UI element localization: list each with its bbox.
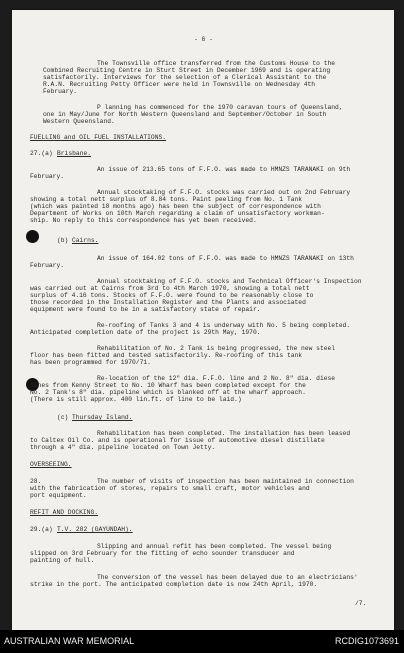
para-1-line: satisfactorily. Interviews for the selection of a Clerical Assistant to the [43,74,327,81]
cairns-para-line: (There is still approx. 400 lin.ft. of line to be laid.) [30,396,242,403]
para-1-line: Combined Recruiting Centre in Sturt Street in December 1969 and is operating [43,67,331,74]
cairns-para-line: surplus of 4.16 tons. Stocks of F.F.O. were found to be reasonably close to [30,292,314,299]
brisbane-para-line: ship. No reply to this correspondence has yet been received. [30,217,257,224]
footer-record-id: RCDIG1073691 [334,636,399,646]
subsection-title-cairns: Cairns. [72,237,99,244]
refit-para-line: Slipping and annual refit has been completed. The vessel being [97,543,332,550]
cairns-para-line: was carried out at Cairns from 3rd to 4th March 1970, showing a total nett [30,285,310,292]
section-heading-refit: REFIT AND DOCKING. [30,509,99,516]
para-2-line: Western Queensland. [43,118,115,125]
para-2-line: one in May/June for North Western Queensland and September/October in South [43,111,327,118]
refit-para-line: painting of hull. [30,557,95,564]
cairns-para-line: lines from Kenny Street to No. 10 Wharf has been completed except for the [30,382,306,389]
section-number: (b) [57,237,69,244]
cairns-para-line: those recorded in the Installation Register and the Plants and associated [30,299,306,306]
punch-hole [26,230,39,243]
subsection-title-gayundah: T.V. 282 (GAYUNDAH). [57,526,133,533]
brisbane-para-line: Annual stocktaking of F.F.O. stocks was carried out on 2nd February [97,189,351,196]
brisbane-para-line: February. [30,173,65,180]
brisbane-para-line: (which was painted 18 months ago) has been the subject of correspondence with [30,203,321,210]
overseeing-para-line: port equipment. [30,492,87,499]
page-number: - 6 - [194,36,213,43]
cairns-para-line: An issue of 164.02 tons of F.F.O. was made to HMNZS TARANAKI on 13th [97,255,354,262]
section-heading-fuelling: FUELLING and OIL FUEL INSTALLATIONS. [30,134,167,141]
para-1-line: The Townsville office transferred from the Customs House to the [97,60,336,67]
cairns-para-line: Rehabilitation of No. 2 Tank is being progressed, the new steel [97,345,336,352]
cairns-para-line: equipment were found to be in a satisfactory state of repair. [30,306,261,313]
section-number: 28. [30,478,42,485]
refit-para-line: The conversion of the vessel has been delayed due to an electricians' [97,574,358,581]
cairns-para-line: Annual stocktaking of F.F.O. stocks and Technical Officer's Inspection [97,278,362,285]
para-1-line: February. [43,88,78,95]
section-number: 27.(a) [30,150,53,157]
thursday-para-line: through a 4" dia. pipeline located on Town Jetty. [30,444,216,451]
cairns-para-line: February. [30,262,65,269]
brisbane-para-line: An issue of 213.65 tons of F.F.O. was made to HMNZS TARANAKI on 9th [97,166,351,173]
subsection-title-brisbane: Brisbane. [57,150,92,157]
para-2-line: P lanning has commenced for the 1970 caravan tours of Queensland, [97,104,343,111]
brisbane-para-line: Department of Works on 10th March regarding a claim of unsatisfactory workman- [30,210,325,217]
brisbane-para-line: showing a total nett surplus of 8.84 tons. Paint peeling from No. 1 Tank [30,196,303,203]
thursday-para-line: to Caltex Oil Co. and is operational for issue of automotive diesel distillate [30,437,325,444]
archive-footer-bar [0,630,404,653]
refit-para-line: slipped on 3rd February for the fitting of echo sounder transducer and [30,550,295,557]
cairns-para-line: Re-location of the 12" dia. F.F.O. line and 2 No. 8" dia. diese [97,375,336,382]
cairns-para-line: Re-roofing of Tanks 3 and 4 is underway with No. 5 being completed. [97,322,351,329]
cairns-para-line: floor has been fitted and tested satisfactorily. Re-roofing of this tank [30,352,303,359]
overseeing-para-line: with the fabrication of stores, repairs to small craft, motor vehicles and [30,485,310,492]
thursday-para-line: Rehabilitation has been completed. The installation has been leased [97,430,351,437]
document-page [12,10,394,630]
cairns-para-line: has been programmed for 1970/71. [30,359,151,366]
section-heading-overseeing: OVERSEEING. [30,461,72,468]
cairns-para-line: No. 2 Tank's 8" dia. pipeline which is blanked off at the wharf approach. [30,389,306,396]
cairns-para-line: Anticipated completion date of the project is 29th May, 1970. [30,329,261,336]
section-number: (c) [57,414,69,421]
footer-institution-label: AUSTRALIAN WAR MEMORIAL [4,636,135,646]
continuation-marker: /7. [355,600,367,607]
refit-para-line: strike in the port. The anticipated completion date is now 24th April, 1970. [30,581,318,588]
para-1-line: R.A.N. Recruiting Petty Officer were held in Townsville on Wednesday 4th [43,81,316,88]
overseeing-para-line: The number of visits of inspection has been maintained in connection [97,478,354,485]
subsection-title-thursday-island: Thursday Island. [72,414,133,421]
section-number: 29.(a) [30,526,53,533]
